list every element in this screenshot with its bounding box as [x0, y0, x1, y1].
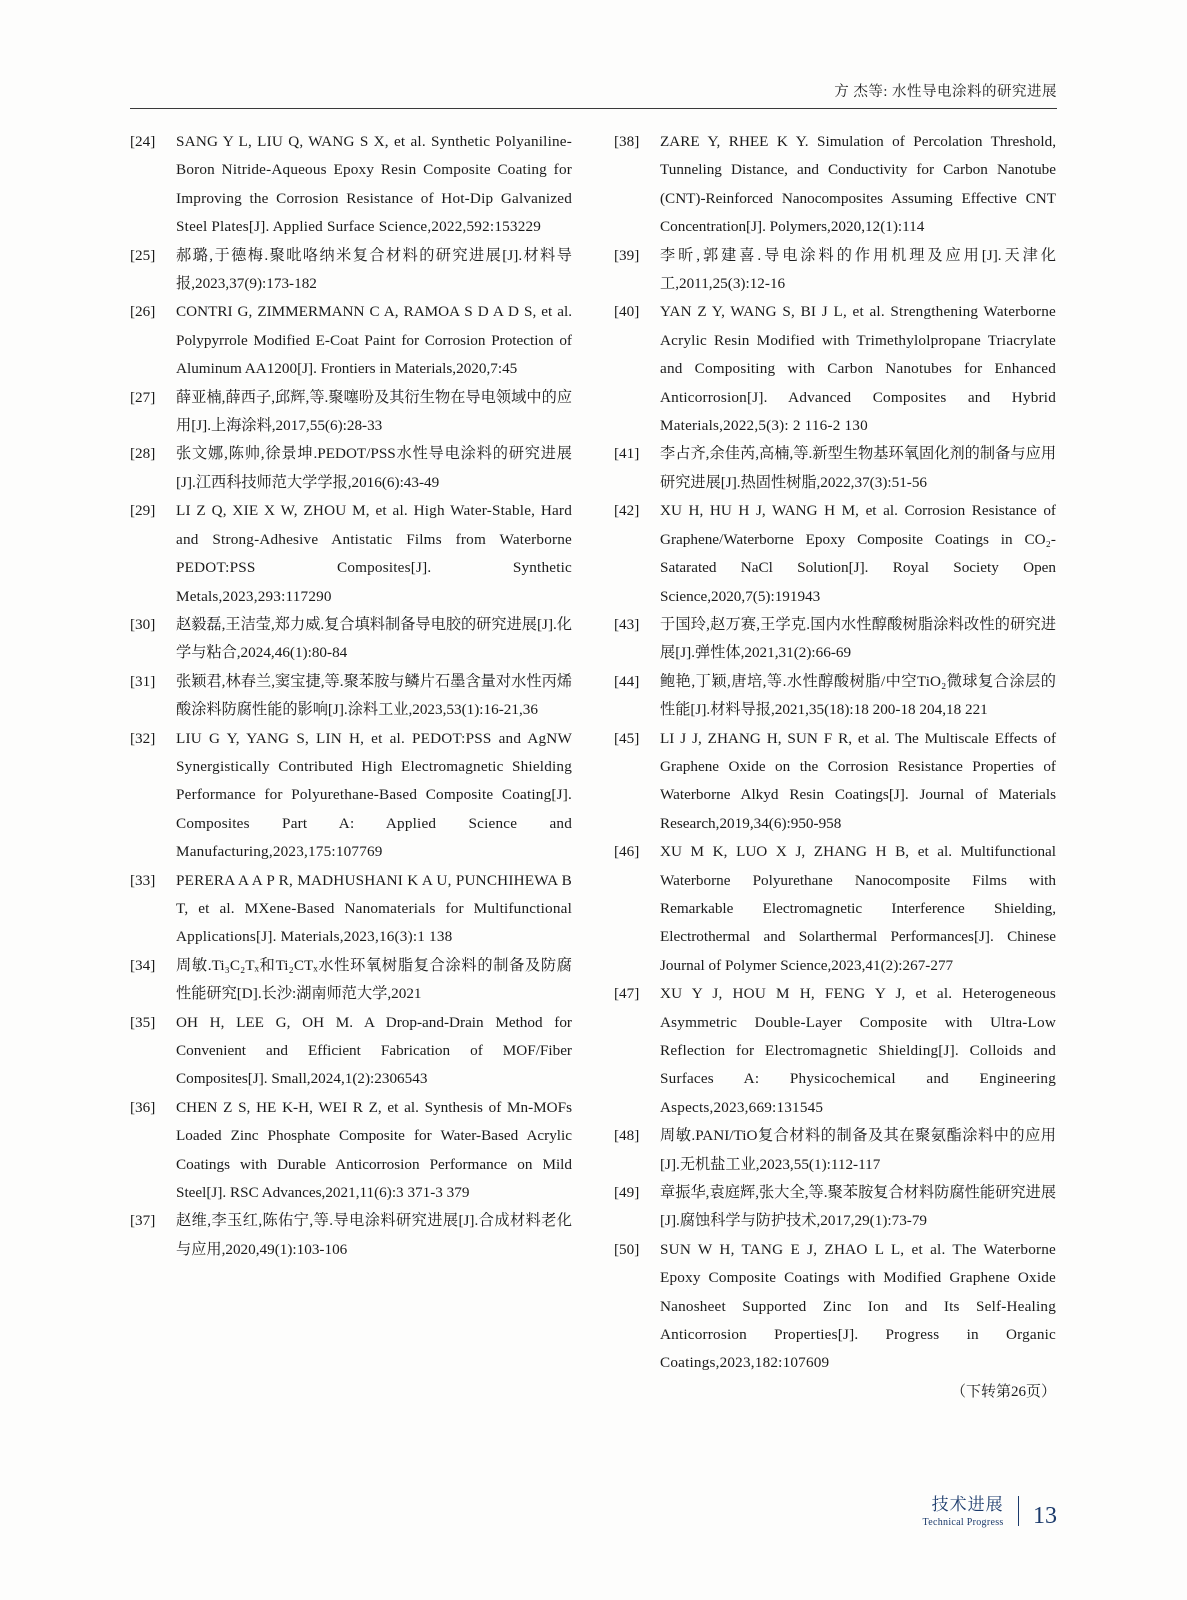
- reference-entry: [130, 298, 572, 383]
- reference-text: 周敏.Ti₃C₂Tₓ和Ti₂CTₓ水性环氧树脂复合涂料的制备及防腐性能研究[D].长沙:湖南师范大学,2021: [176, 956, 572, 1003]
- reference-entry: [614, 838, 1056, 980]
- reference-text: XU H, HU H J, WANG H M, et al. Corrosion Resistance of Graphene/Waterborne Epoxy Composite Coatings in CO₂-Satarated NaCl Solution[J]. Royal Society Open Science,2020,7(5):191943: [660, 502, 1056, 605]
- page-number: 13: [1033, 1503, 1057, 1529]
- reference-entry: [614, 242, 1056, 299]
- reference-text: 李昕,郭建喜.导电涂料的作用机理及应用[J].天津化工,2011,25(3):12-16: [660, 246, 1056, 293]
- reference-text: 张颖君,林春兰,窦宝捷,等.聚苯胺与鳞片石墨含量对水性丙烯酸涂料防腐性能的影响[J].涂料工业,2023,53(1):16-21,36: [176, 672, 572, 719]
- reference-text: 郝璐,于德梅.聚吡咯纳米复合材料的研究进展[J].材料导报,2023,37(9):173-182: [176, 246, 572, 293]
- reference-text: SUN W H, TANG E J, ZHAO L L, et al. The Waterborne Epoxy Composite Coatings with Modified Graphene Oxide Nanosheet Supported Zinc Ion and Its Self-Healing Anticorrosion Properties[J]. Progress in Organic Coatings,2023,182:107609: [660, 1240, 1056, 1372]
- reference-text: 薛亚楠,薛西子,邱辉,等.聚噻吩及其衍生物在导电领域中的应用[J].上海涂料,2017,55(6):28-33: [176, 388, 572, 435]
- reference-entry: [130, 242, 572, 299]
- reference-entry: [614, 980, 1056, 1122]
- reference-number: [41]: [614, 445, 640, 463]
- reference-entry: [130, 867, 572, 952]
- reference-number: [31]: [130, 672, 156, 690]
- column-right: [614, 128, 1056, 1418]
- reference-text: 周敏.PANI/TiO复合材料的制备及其在聚氨酯涂料中的应用[J].无机盐工业,2023,55(1):112-117: [660, 1127, 1056, 1173]
- reference-text: 鲍艳,丁颖,唐培,等.水性醇酸树脂/中空TiO₂微球复合涂层的性能[J].材料导报,2021,35(18):18 200-18 204,18 221: [660, 672, 1056, 719]
- continuation-note: （下转第26页）: [950, 1383, 1056, 1400]
- reference-text: 李占齐,余佳芮,高楠,等.新型生物基环氧固化剂的制备与应用研究进展[J].热固性树脂,2022,37(3):51-56: [660, 445, 1056, 491]
- reference-entry: [130, 668, 572, 725]
- reference-text: PERERA A A P R, MADHUSHANI K A U, PUNCHIHEWA B T, et al. MXene-Based Nanomaterials for Multifunctional Applications[J]. Materials,2023,16(3):1 138: [176, 871, 572, 946]
- reference-entry: [614, 611, 1056, 668]
- reference-number: [48]: [614, 1127, 640, 1145]
- reference-entry: [614, 725, 1056, 839]
- running-header: 方 杰等: 水性导电涂料的研究进展: [834, 84, 1057, 100]
- reference-number: [42]: [614, 502, 640, 520]
- reference-text: YAN Z Y, WANG S, BI J L, et al. Strengthening Waterborne Acrylic Resin Modified with Trimethylolpropane Triacrylate and Compositing with Carbon Nanotubes for Enhanced Anticorrosion[J]. Advanced Composites and Hybrid Materials,2022,5(3): 2 116-2 130: [660, 303, 1056, 435]
- reference-number: [29]: [130, 502, 156, 520]
- reference-number: [27]: [130, 388, 156, 406]
- reference-number: [26]: [130, 303, 156, 321]
- reference-entry: [614, 1236, 1056, 1378]
- reference-text: CONTRI G, ZIMMERMANN C A, RAMOA S D A D S, et al. Polypyrrole Modified E-Coat Paint for Corrosion Protection of Aluminum AA1200[J]. Frontiers in Materials,2020,7:45: [176, 303, 572, 378]
- reference-number: [35]: [130, 1013, 156, 1031]
- reference-text: OH H, LEE G, OH M. A Drop-and-Drain Method for Convenient and Efficient Fabrication of MOF/Fiber Composites[J]. Small,2024,1(2):2306543: [176, 1013, 572, 1088]
- reference-number: [38]: [614, 133, 640, 150]
- reference-entry: [130, 497, 572, 611]
- reference-entry: [130, 384, 572, 441]
- reference-number: [50]: [614, 1240, 640, 1258]
- reference-number: [37]: [130, 1212, 156, 1230]
- reference-entry: [130, 611, 572, 668]
- reference-text: 赵毅磊,王洁莹,郑力威.复合填料制备导电胶的研究进展[J].化学与粘合,2024,46(1):80-84: [176, 615, 572, 662]
- reference-entry: [130, 1094, 572, 1208]
- reference-text: CHEN Z S, HE K-H, WEI R Z, et al. Synthesis of Mn-MOFs Loaded Zinc Phosphate Composite for Water-Based Acrylic Coatings with Durable Anticorrosion Performance on Mild Steel[J]. RSC Advances,2021,11(6):3 371-3 379: [176, 1098, 572, 1202]
- reference-text: LIU G Y, YANG S, LIN H, et al. PEDOT:PSS and AgNW Synergistically Contributed High Electromagnetic Shielding Performance for Polyurethane-Based Composite Coating[J]. Composites Part A: Applied Science and Manufacturing,2023,175:107769: [176, 729, 572, 861]
- header-rule: [130, 108, 1057, 109]
- reference-number: [25]: [130, 246, 156, 264]
- reference-number: [36]: [130, 1098, 156, 1116]
- reference-text: 张文娜,陈帅,徐景坤.PEDOT/PSS水性导电涂料的研究进展[J].江西科技师范大学学报,2016(6):43-49: [176, 445, 572, 491]
- reference-entry: [614, 1122, 1056, 1179]
- reference-text: XU M K, LUO X J, ZHANG H B, et al. Multifunctional Waterborne Polyurethane Nanocomposite Films with Remarkable Electromagnetic Interference Shielding, Electrothermal and Solarthermal Performances[J]. Chinese Journal of Polymer Science,2023,41(2):267-277: [660, 843, 1056, 974]
- reference-text: 于国玲,赵万赛,王学克.国内水性醇酸树脂涂料改性的研究进展[J].弹性体,2021,31(2):66-69: [660, 615, 1056, 662]
- reference-number: [40]: [614, 303, 640, 321]
- reference-text: XU Y J, HOU M H, FENG Y J, et al. Heterogeneous Asymmetric Double-Layer Composite with Ultra-Low Reflection for Electromagnetic Shielding[J]. Colloids and Surfaces A: Physicochemical and Engineering Aspects,2023,669:131545: [660, 985, 1056, 1116]
- reference-columns: [130, 128, 1057, 1418]
- reference-number: [46]: [614, 843, 640, 861]
- reference-number: [28]: [130, 445, 156, 463]
- reference-number: [32]: [130, 729, 156, 747]
- reference-entry: [130, 128, 572, 242]
- reference-entry: [130, 1009, 572, 1094]
- reference-number: [24]: [130, 133, 156, 150]
- page-footer: [923, 1495, 1057, 1528]
- footer-section-en: Technical Progress: [922, 1516, 1004, 1528]
- reference-number: [34]: [130, 956, 156, 974]
- reference-number: [47]: [614, 985, 640, 1003]
- reference-entry: [130, 952, 572, 1009]
- reference-entry: [614, 1179, 1056, 1236]
- reference-number: [33]: [130, 871, 156, 889]
- reference-entry: [130, 440, 572, 497]
- reference-text: 章振华,袁庭辉,张大全,等.聚苯胺复合材料防腐性能研究进展[J].腐蚀科学与防护技术,2017,29(1):73-79: [660, 1184, 1056, 1230]
- reference-number: [49]: [614, 1184, 640, 1202]
- reference-entry: [130, 1207, 572, 1264]
- reference-text: 赵维,李玉红,陈佑宁,等.导电涂料研究进展[J].合成材料老化与应用,2020,49(1):103-106: [176, 1212, 572, 1258]
- reference-entry: [614, 440, 1056, 497]
- footer-divider: [1018, 1496, 1019, 1526]
- reference-entry: [614, 497, 1056, 611]
- reference-entry: [614, 128, 1056, 242]
- reference-text: LI Z Q, XIE X W, ZHOU M, et al. High Water-Stable, Hard and Strong-Adhesive Antistatic Films from Waterborne PEDOT:PSS Composites[J]. Synthetic Metals,2023,293:117290: [176, 502, 572, 605]
- reference-entry: [614, 298, 1056, 440]
- reference-number: [39]: [614, 246, 640, 264]
- reference-entry: [614, 668, 1056, 725]
- reference-entry: [130, 725, 572, 867]
- reference-text: SANG Y L, LIU Q, WANG S X, et al. Synthetic Polyaniline-Boron Nitride-Aqueous Epoxy Resin Composite Coating for Improving the Corrosion Resistance of Hot-Dip Galvanized Steel Plates[J]. Applied Surface Science,2022,592:153229: [176, 133, 572, 236]
- reference-number: [44]: [614, 672, 640, 690]
- reference-text: LI J J, ZHANG H, SUN F R, et al. The Multiscale Effects of Graphene Oxide on the Corrosion Resistance Properties of Waterborne Alkyd Resin Coatings[J]. Journal of Materials Research,2019,34(6):950-958: [660, 729, 1056, 832]
- reference-number: [43]: [614, 615, 640, 633]
- footer-section-cn: 技术进展: [931, 1494, 1004, 1514]
- footer-section-labels: [923, 1495, 1004, 1528]
- reference-number: [30]: [130, 615, 156, 633]
- reference-text: ZARE Y, RHEE K Y. Simulation of Percolation Threshold, Tunneling Distance, and Conductivity for Carbon Nanotube (CNT)-Reinforced Nanocomposites Assuming Effective CNT Concentration[J]. Polymers,2020,12(1):114: [660, 133, 1056, 236]
- column-left: [130, 128, 572, 1418]
- reference-number: [45]: [614, 729, 640, 747]
